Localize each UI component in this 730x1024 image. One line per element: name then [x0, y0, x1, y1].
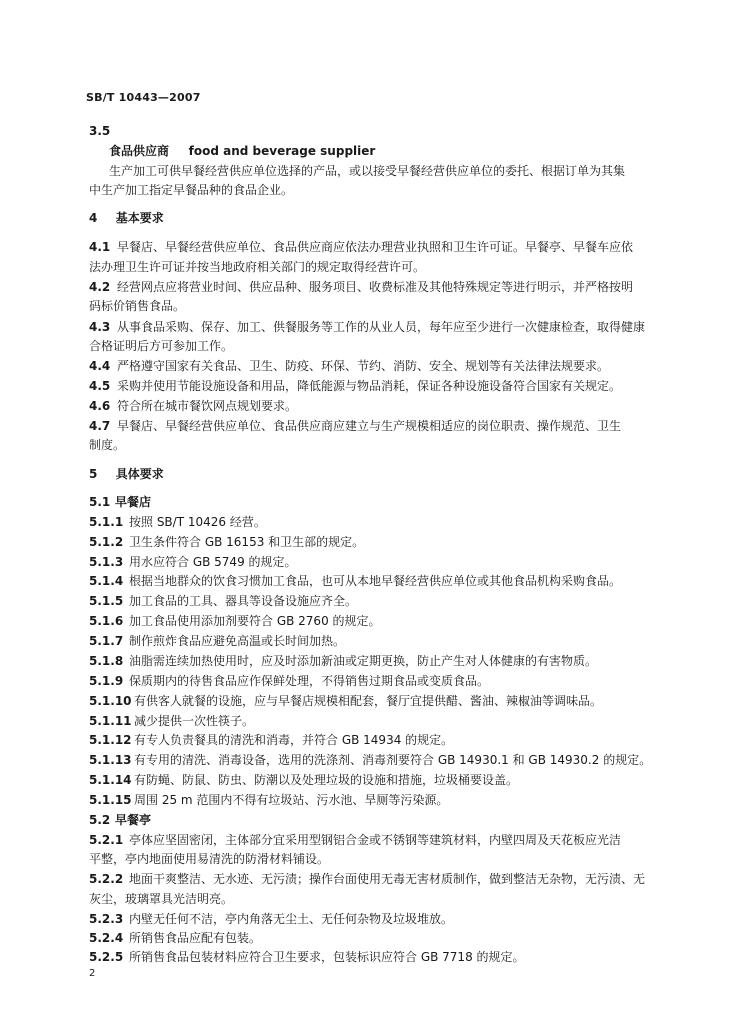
clause-line	[89, 239, 633, 255]
clause-text: 内壁无任何不洁，亭内角落无尘土、无任何杂物及垃圾堆放。	[129, 912, 454, 926]
clause-text: 按照 SB/T 10426 经营。	[129, 515, 266, 529]
section-heading	[89, 466, 164, 482]
clause-text: 有专人负责餐具的清洗和消毒，并符合 GB 14934 的规定。	[134, 733, 454, 747]
clause-line: 灰尘，玻璃罩具光洁明亮。	[89, 892, 234, 906]
clause-text: 经营网点应将营业时间、供应品种、服务项目、收费标准及其他特殊规定等进行明示，并严格按明	[117, 280, 634, 294]
clause-number: 4.7	[89, 419, 111, 433]
clause-number: 5.1.8	[89, 654, 124, 668]
clause-number: 5.1.2	[89, 535, 124, 549]
section-title: 基本要求	[115, 211, 164, 225]
page-number: 2	[89, 968, 96, 979]
clause-line	[89, 713, 254, 729]
clause-number: 5.2.3	[89, 912, 124, 926]
clause-number: 4.2	[89, 280, 111, 294]
clause-line: 法办理卫生许可证并按当地政府相关部门的规定取得经营许可。	[89, 260, 426, 274]
clause-number: 5.1.12	[89, 733, 132, 747]
clause-line	[89, 398, 297, 414]
clause-line	[89, 358, 609, 374]
clause-line	[89, 911, 453, 927]
clause-line	[89, 772, 518, 788]
clause-number: 5.1.11	[89, 714, 132, 728]
clause-number: 3.5	[89, 124, 111, 138]
clause-line	[89, 554, 297, 570]
subsection-heading	[89, 494, 151, 510]
subsection-heading	[89, 812, 151, 828]
clause-number: 4.3	[89, 320, 111, 334]
clause-line	[89, 418, 621, 434]
clause-line: 码标价销售食品。	[89, 299, 186, 313]
clause-text: 周围 25 m 范围内不得有垃圾站、污水池、旱厕等污染源。	[134, 793, 449, 807]
section-title: 具体要求	[115, 467, 164, 481]
clause-line	[89, 792, 448, 808]
section-heading	[89, 210, 164, 226]
term-zh: 食品供应商	[109, 144, 170, 158]
clause-text: 所销售食品包装材料应符合卫生要求，包装标识应符合 GB 7718 的规定。	[129, 950, 525, 964]
clause-text: 用水应符合 GB 5749 的规定。	[129, 555, 297, 569]
clause-text: 早餐店、早餐经营供应单位、食品供应商应建立与生产规模相适应的岗位职责、操作规范、卫生	[117, 419, 622, 433]
clause-text: 减少提供一次性筷子。	[134, 714, 255, 728]
clause-text: 加工食品使用添加剂要符合 GB 2760 的规定。	[129, 614, 381, 628]
clause-text: 早餐店、早餐经营供应单位、食品供应商应依法办理营业执照和卫生许可证。早餐亭、早餐车应依	[117, 240, 634, 254]
clause-text: 制作煎炸食品应避免高温或长时间加热。	[129, 634, 346, 648]
clause-text: 有专用的清洗、消毒设备，选用的洗涤剂、消毒剂要符合 GB 14930.1 和 GB 14930.2 的规定。	[134, 753, 652, 767]
clause-line: 平整，亭内地面使用易清洗的防滑材料铺设。	[89, 852, 330, 866]
clause-text: 有防蝇、防鼠、防虫、防潮以及处理垃圾的设施和措施，垃圾桶要设盖。	[134, 773, 519, 787]
clause-line	[89, 633, 345, 649]
definition-line: 生产加工可供早餐经营供应单位选择的产品，或以接受早餐经营供应单位的委托、根据订单为其集	[109, 164, 626, 178]
clause-number: 5.1.10	[89, 694, 132, 708]
clause-text: 卫生条件符合 GB 16153 和卫生部的规定。	[129, 535, 365, 549]
clause-line	[89, 871, 645, 887]
clause-number: 5.2.5	[89, 950, 124, 964]
clause-text: 从事食品采购、保存、加工、供餐服务等工作的从业人员，每年应至少进行一次健康检查，取得健康	[117, 320, 646, 334]
subsection-title: 早餐亭	[115, 813, 152, 827]
clause-number: 4.6	[89, 399, 111, 413]
clause-number: 5.1.14	[89, 773, 132, 787]
clause-line	[89, 930, 261, 946]
clause-line	[89, 673, 489, 689]
clause-number: 5.2.4	[89, 931, 124, 945]
clause-line	[89, 534, 364, 550]
clause-number: 5.1.6	[89, 614, 124, 628]
clause-number: 5.1.13	[89, 753, 132, 767]
clause-number: 5.2.2	[89, 872, 124, 886]
clause-line	[89, 653, 597, 669]
clause-text: 亭体应坚固密闭，主体部分宜采用型钢铝合金或不锈钢等建筑材料，内壁四周及天花板应光洁	[129, 833, 622, 847]
clause-text: 有供客人就餐的设施，应与早餐店规模相配套，餐厅宜提供醋、酱油、辣椒油等调味品。	[134, 694, 603, 708]
clause-line	[89, 378, 621, 394]
clause-text: 所销售食品应配有包装。	[129, 931, 262, 945]
clause-line	[89, 593, 357, 609]
subsection-title: 早餐店	[115, 495, 152, 509]
clause-text: 油脂需连续加热使用时，应及时添加新油或定期更换，防止产生对人体健康的有害物质。	[129, 654, 598, 668]
clause-line	[89, 573, 621, 589]
clause-number: 5.1.15	[89, 793, 132, 807]
clause-line	[89, 613, 381, 629]
term-entry	[109, 143, 375, 159]
clause-line	[89, 832, 621, 848]
clause-number: 5.1.4	[89, 574, 124, 588]
clause-line	[89, 514, 266, 530]
clause-number: 5.1.3	[89, 555, 124, 569]
section-number: 5	[89, 467, 98, 481]
clause-text: 严格遵守国家有关食品、卫生、防疫、环保、节约、消防、安全、规划等有关法律法规要求。	[117, 359, 610, 373]
clause-number: 5.1.5	[89, 594, 124, 608]
clause-text: 加工食品的工具、器具等设备设施应齐全。	[129, 594, 358, 608]
clause-text: 符合所在城市餐饮网点规划要求。	[117, 399, 298, 413]
clause-number: 4.4	[89, 359, 111, 373]
clause-text: 采购并使用节能设施设备和用品，降低能源与物品消耗，保证各种设施设备符合国家有关规定。	[117, 379, 622, 393]
clause-number: 4.1	[89, 240, 111, 254]
clause-line	[89, 279, 633, 295]
term-en: food and beverage supplier	[188, 144, 376, 158]
clause-number: 5.1.9	[89, 674, 124, 688]
clause-number: 5.2.1	[89, 833, 124, 847]
subsection-number: 5.1	[89, 495, 111, 509]
section-number: 4	[89, 211, 98, 225]
clause-line	[89, 732, 453, 748]
clause-text: 根据当地群众的饮食习惯加工食品，也可从本地早餐经营供应单位或其他食品机构采购食品。	[129, 574, 622, 588]
clause-line	[89, 693, 602, 709]
subsection-number: 5.2	[89, 813, 111, 827]
clause-line: 合格证明后方可参加工作。	[89, 339, 234, 353]
clause-number: 4.5	[89, 379, 111, 393]
clause-number: 5.1.1	[89, 515, 124, 529]
standard-code-header: SB/T 10443—2007	[86, 91, 201, 104]
clause-line	[89, 949, 525, 965]
clause-line: 制度。	[89, 438, 126, 452]
clause-line	[89, 752, 651, 768]
clause-text: 保质期内的待售食品应作保鲜处理，不得销售过期食品或变质食品。	[129, 674, 490, 688]
clause-text: 地面干爽整洁、无水迹、无污渍；操作台面使用无毒无害材质制作，做到整洁无杂物，无污渍、无	[129, 872, 646, 886]
clause-line	[89, 319, 645, 335]
definition-line: 中生产加工指定早餐品种的食品企业。	[89, 183, 294, 197]
clause-number: 5.1.7	[89, 634, 124, 648]
